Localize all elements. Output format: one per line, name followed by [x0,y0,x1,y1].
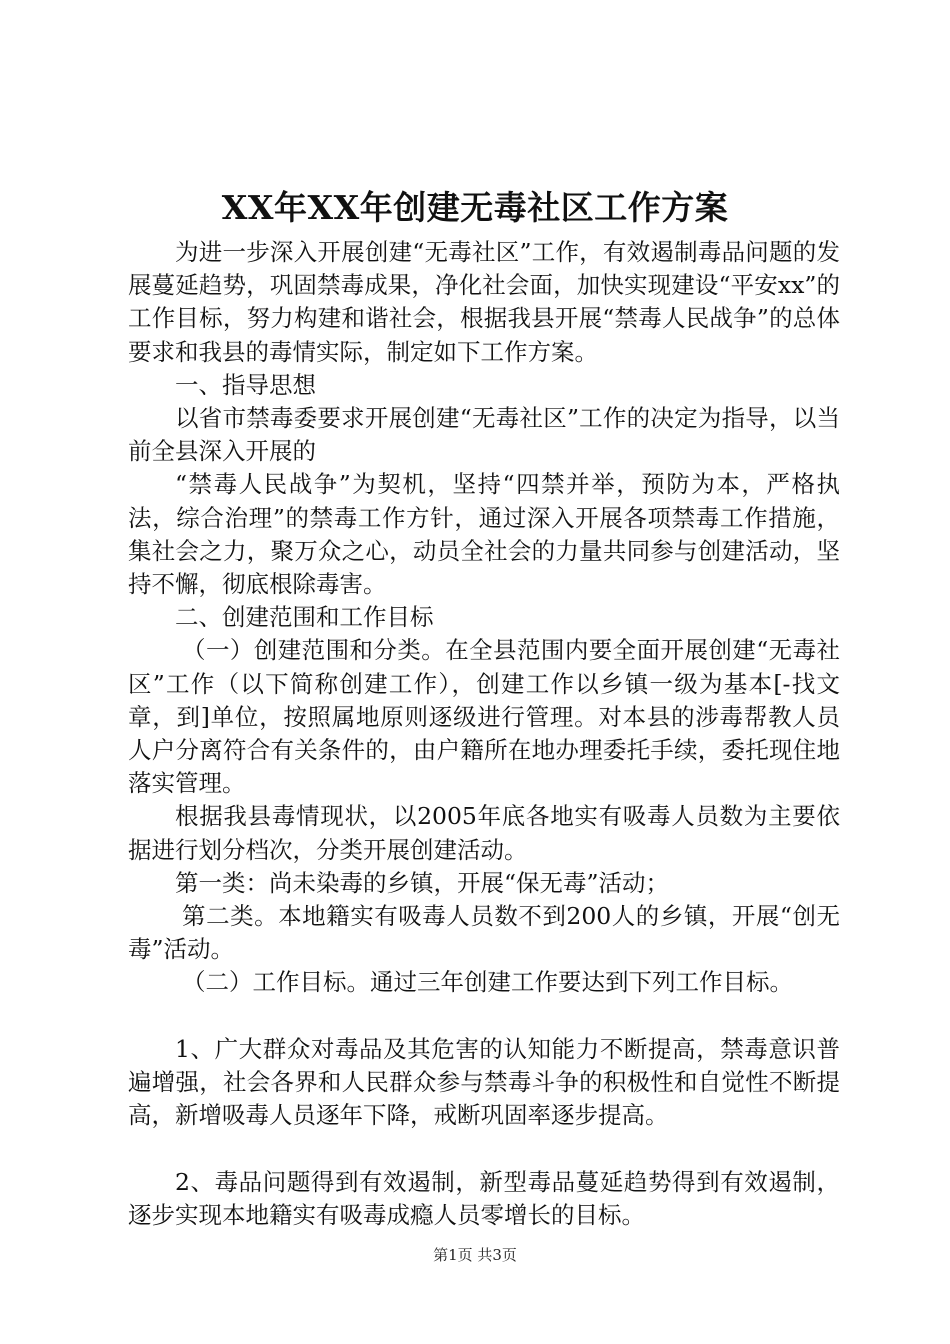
document-body [128,236,840,1232]
scope-and-classification-paragraph: （一）创建范围和分类。在全县范围内要全面开展创建“无毒社区”工作（以下简称创建工作），创建工作以乡镇一级为基本[-找文章，到]单位，按照属地原则逐级进行管理。对本县的涉毒帮教人员人户分离符合有关条件的，由户籍所在地办理委托手续，委托现住地落实管理。 [128,636,840,798]
goal-one-paragraph: 1、广大群众对毒品及其危害的认知能力不断提高，禁毒意识普遍增强，社会各界和人民群众参与禁毒斗争的积极性和自觉性不断提高，新增吸毒人员逐年下降，戒断巩固率逐步提高。 [128,1034,840,1130]
classification-basis-paragraph: 根据我县毒情现状，以2005年底各地实有吸毒人员数为主要依据进行划分档次，分类开展创建活动。 [128,802,840,864]
category-one-paragraph: 第一类：尚未染毒的乡镇，开展“保无毒”活动； [175,868,670,897]
category-two-paragraph: 第二类。本地籍实有吸毒人员数不到200人的乡镇，开展“创无毒”活动。 [128,902,840,964]
document-title: XX年XX年创建无毒社区工作方案 [221,188,729,227]
guiding-ideology-paragraph: 以省市禁毒委要求开展创建“无毒社区”工作的决定为指导，以当前全县深入开展的 [128,404,840,466]
goal-two-paragraph: 2、毒品问题得到有效遏制，新型毒品蔓延趋势得到有效遏制，逐步实现本地籍实有吸毒成瘾人员零增长的目标。 [128,1167,840,1229]
section-heading-scope-and-goals: 二、创建范围和工作目标 [175,603,434,632]
intro-paragraph: 为进一步深入开展创建“无毒社区”工作，有效遏制毒品问题的发展蔓延趋势，巩固禁毒成果，净化社会面，加快实现建设“平安xx”的工作目标，努力构建和谐社会，根据我县开展“禁毒人民战争”的总体要求和我县的毒情实际，制定如下工作方案。 [128,238,840,366]
section-heading-guiding-ideology: 一、指导思想 [175,370,316,399]
work-goals-heading: （二）工作目标。通过三年创建工作要达到下列工作目标。 [182,968,794,997]
guiding-ideology-paragraph-continued: “禁毒人民战争”为契机，坚持“四禁并举，预防为本，严格执法，综合治理”的禁毒工作方针，通过深入开展各项禁毒工作措施，集社会之力，聚万众之心，动员全社会的力量共同参与创建活动，坚持不懈，彻底根除毒害。 [128,470,840,599]
page-number-footer: 第1页 共3页 [433,1246,517,1264]
